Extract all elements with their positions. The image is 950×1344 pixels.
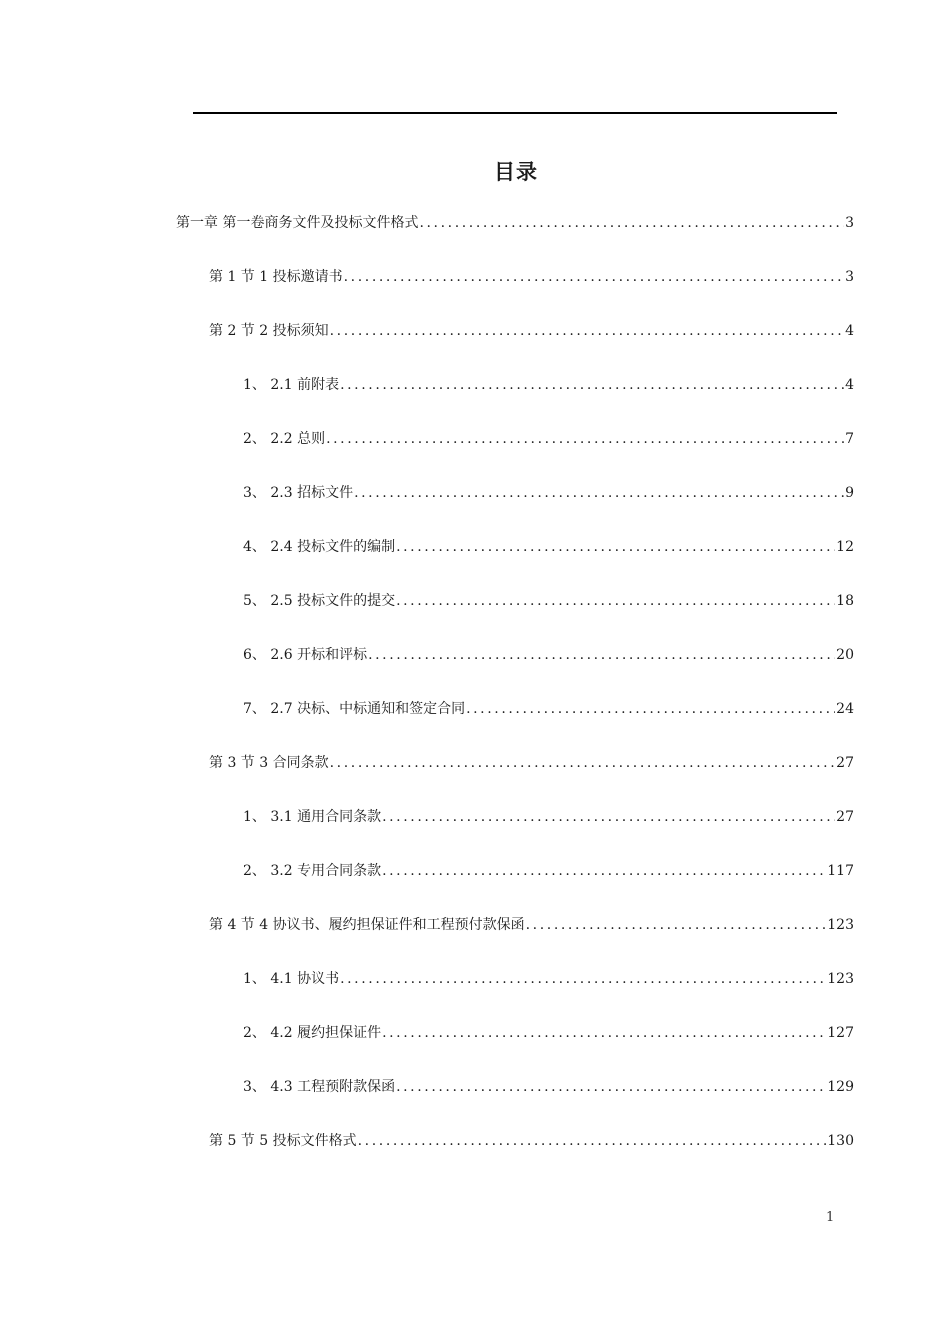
toc-entry-4-3[interactable] bbox=[243, 1077, 854, 1097]
toc-dot-leader bbox=[382, 807, 835, 827]
toc-dot-leader bbox=[330, 753, 836, 773]
toc-entry-4-2[interactable] bbox=[243, 1023, 854, 1043]
toc-entry-text: 6、 2.6 开标和评标 bbox=[243, 647, 368, 663]
toc-entry-section-2[interactable] bbox=[209, 321, 854, 341]
toc-entry-page: 3 bbox=[845, 269, 854, 285]
toc-entry-3-1[interactable] bbox=[243, 807, 854, 827]
toc-entry-chapter-1[interactable] bbox=[176, 213, 854, 233]
toc-entry-text: 第一章 第一卷商务文件及投标文件格式 bbox=[176, 215, 419, 231]
toc-dot-leader bbox=[382, 861, 826, 881]
toc-entry-text: 1、 4.1 协议书 bbox=[243, 971, 340, 987]
toc-entry-3-2[interactable] bbox=[243, 861, 854, 881]
toc-dot-leader bbox=[396, 1077, 826, 1097]
toc-entry-page: 4 bbox=[845, 323, 854, 339]
toc-entry-section-3[interactable] bbox=[209, 753, 854, 773]
toc-entry-text: 3、 2.3 招标文件 bbox=[243, 485, 354, 501]
toc-dot-leader bbox=[526, 915, 827, 935]
toc-dot-leader bbox=[382, 1023, 826, 1043]
toc-dot-leader bbox=[396, 591, 835, 611]
toc-entry-text: 4、 2.4 投标文件的编制 bbox=[243, 539, 396, 555]
toc-entry-text: 第 3 节 3 合同条款 bbox=[209, 755, 329, 771]
toc-entry-2-3[interactable] bbox=[243, 483, 854, 503]
toc-dot-leader bbox=[396, 537, 835, 557]
toc-dot-leader bbox=[340, 375, 844, 395]
toc-entry-text: 2、 3.2 专用合同条款 bbox=[243, 863, 382, 879]
page-number: 1 bbox=[826, 1210, 835, 1225]
toc-entry-page: 123 bbox=[827, 917, 854, 933]
toc-entry-text: 2、 4.2 履约担保证件 bbox=[243, 1025, 382, 1041]
toc-entry-page: 127 bbox=[827, 1025, 854, 1041]
toc-entry-page: 130 bbox=[827, 1133, 854, 1149]
toc-entry-2-2[interactable] bbox=[243, 429, 854, 449]
toc-dot-leader bbox=[368, 645, 835, 665]
toc-entry-section-4[interactable] bbox=[209, 915, 854, 935]
toc-title: 目录 bbox=[494, 160, 538, 184]
toc-entry-2-5[interactable] bbox=[243, 591, 854, 611]
toc-entry-text: 1、 2.1 前附表 bbox=[243, 377, 340, 393]
toc-entry-page: 117 bbox=[827, 863, 854, 879]
toc-entry-page: 7 bbox=[845, 431, 854, 447]
toc-entry-2-1[interactable] bbox=[243, 375, 854, 395]
toc-dot-leader bbox=[344, 267, 844, 287]
toc-entry-page: 123 bbox=[827, 971, 854, 987]
toc-entry-page: 27 bbox=[836, 755, 854, 771]
toc-dot-leader bbox=[354, 483, 844, 503]
toc-entry-text: 2、 2.2 总则 bbox=[243, 431, 326, 447]
toc-entry-text: 3、 4.3 工程预附款保函 bbox=[243, 1079, 396, 1095]
toc-entry-4-1[interactable] bbox=[243, 969, 854, 989]
toc-entry-page: 3 bbox=[845, 215, 854, 231]
toc-entry-text: 第 1 节 1 投标邀请书 bbox=[209, 269, 343, 285]
toc-entry-page: 12 bbox=[836, 539, 854, 555]
toc-entry-page: 4 bbox=[845, 377, 854, 393]
toc-entry-page: 9 bbox=[845, 485, 854, 501]
toc-entry-page: 18 bbox=[836, 593, 854, 609]
toc-entry-2-7[interactable] bbox=[243, 699, 854, 719]
toc-entry-page: 20 bbox=[836, 647, 854, 663]
toc-dot-leader bbox=[326, 429, 844, 449]
toc-entry-page: 129 bbox=[827, 1079, 854, 1095]
toc-entry-text: 第 4 节 4 协议书、履约担保证件和工程预付款保函 bbox=[209, 917, 525, 933]
toc-dot-leader bbox=[466, 699, 835, 719]
toc-dot-leader bbox=[358, 1131, 827, 1151]
toc-entry-2-4[interactable] bbox=[243, 537, 854, 557]
toc-entry-text: 5、 2.5 投标文件的提交 bbox=[243, 593, 396, 609]
toc-entry-page: 27 bbox=[836, 809, 854, 825]
toc-entry-section-1[interactable] bbox=[209, 267, 854, 287]
header-rule bbox=[193, 112, 837, 114]
toc-entry-text: 第 2 节 2 投标须知 bbox=[209, 323, 329, 339]
toc-entry-2-6[interactable] bbox=[243, 645, 854, 665]
toc-dot-leader bbox=[330, 321, 844, 341]
toc-entry-page: 24 bbox=[836, 701, 854, 717]
toc-entry-text: 第 5 节 5 投标文件格式 bbox=[209, 1133, 357, 1149]
toc-entry-text: 7、 2.7 决标、中标通知和签定合同 bbox=[243, 701, 466, 717]
toc-entry-text: 1、 3.1 通用合同条款 bbox=[243, 809, 382, 825]
toc-entry-section-5[interactable] bbox=[209, 1131, 854, 1151]
toc-dot-leader bbox=[419, 213, 844, 233]
toc-dot-leader bbox=[340, 969, 826, 989]
